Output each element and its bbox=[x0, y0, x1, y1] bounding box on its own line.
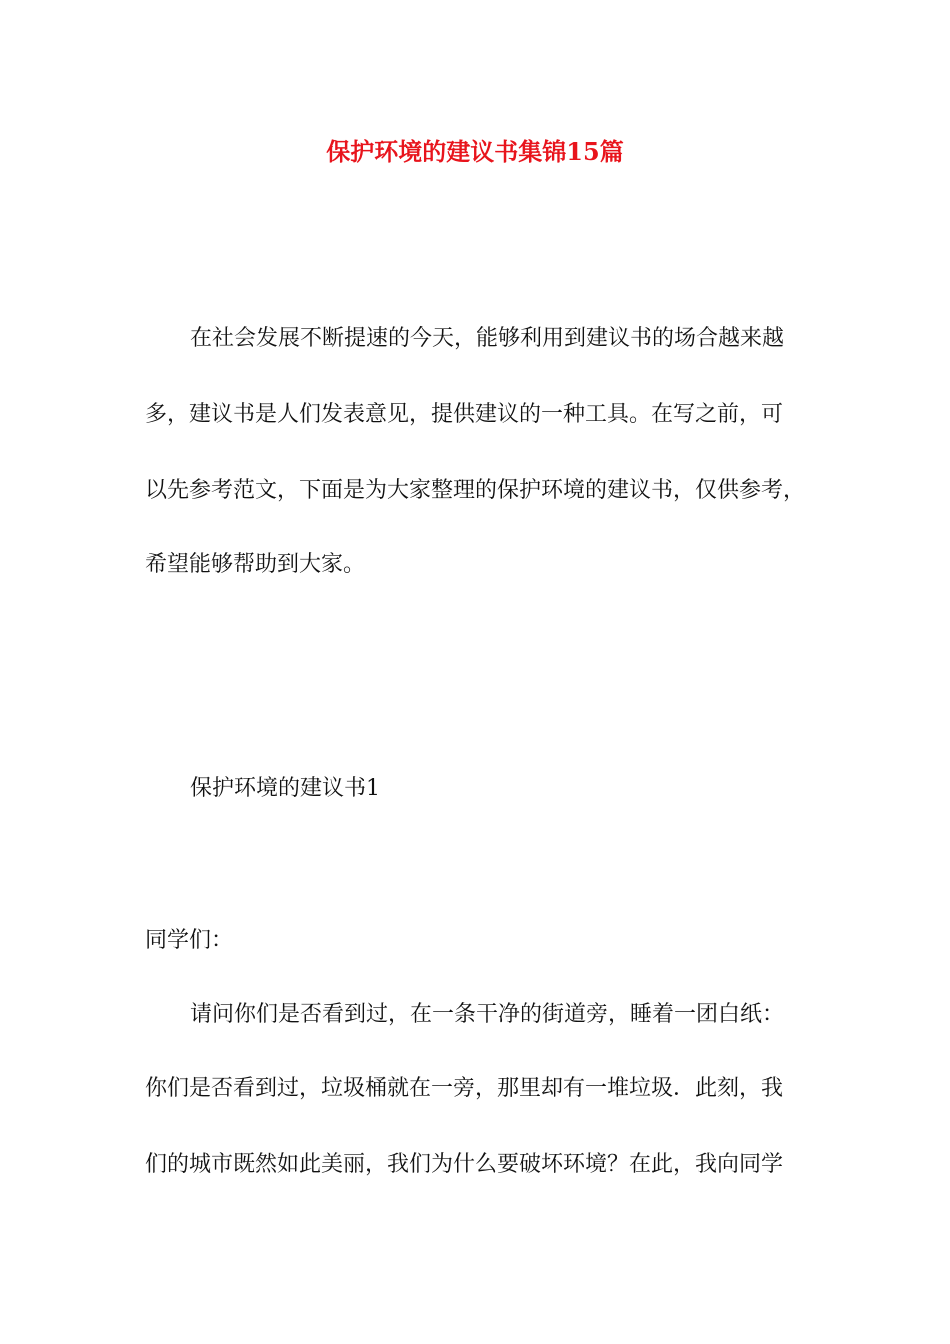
body-line: 请问你们是否看到过，在一条干净的街道旁，睡着一团白纸： bbox=[190, 1002, 785, 1027]
intro-line: 多，建议书是人们发表意见，提供建议的一种工具。在写之前，可 bbox=[145, 402, 784, 427]
section-heading: 保护环境的建议书1 bbox=[190, 776, 380, 801]
document-title: 保护环境的建议书集锦15篇 bbox=[326, 137, 624, 166]
salutation: 同学们： bbox=[145, 928, 234, 953]
body-line: 们的城市既然如此美丽，我们为什么要破坏环境？在此，我向同学 bbox=[145, 1152, 784, 1177]
body-line: 你们是否看到过，垃圾桶就在一旁，那里却有一堆垃圾．此刻，我 bbox=[145, 1076, 784, 1101]
intro-line: 以先参考范文，下面是为大家整理的保护环境的建议书，仅供参考， bbox=[145, 478, 806, 503]
intro-line: 希望能够帮助到大家。 bbox=[145, 552, 366, 577]
intro-line: 在社会发展不断提速的今天，能够利用到建议书的场合越来越 bbox=[190, 326, 785, 351]
